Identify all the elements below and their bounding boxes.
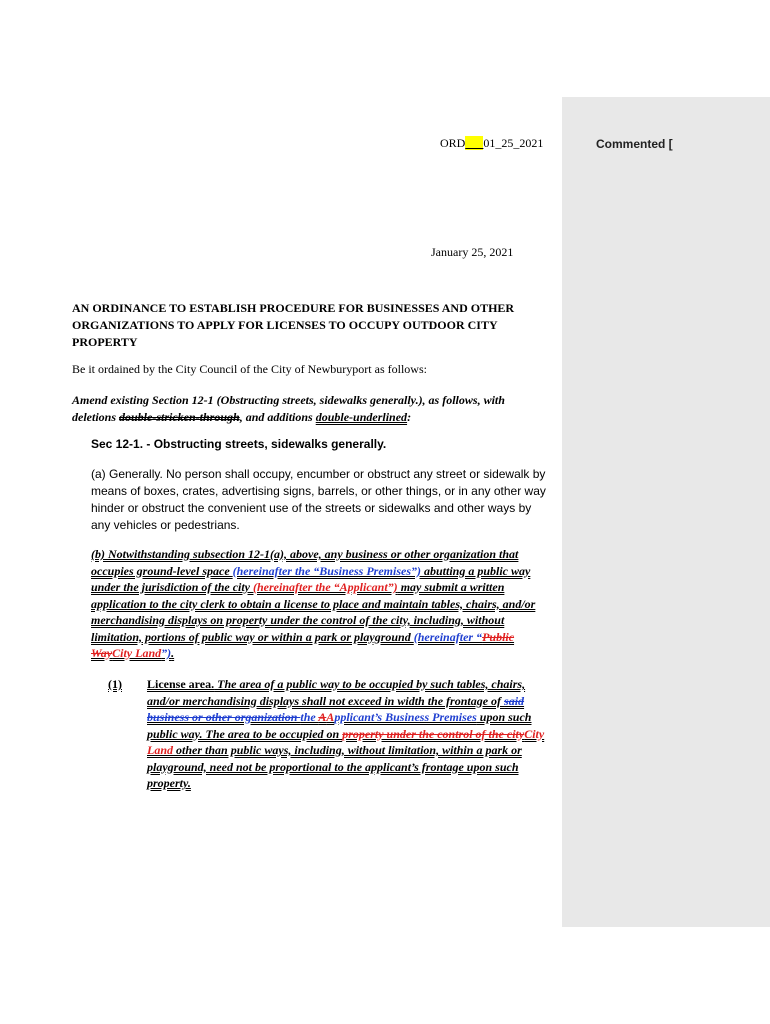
item-heading: License area.: [147, 677, 215, 691]
strike-example: double-stricken-through: [119, 410, 240, 424]
applicant-insertion: (hereinafter the “Applicant”): [253, 580, 398, 594]
comment-pane[interactable]: [562, 97, 770, 927]
item-number: (1): [108, 677, 122, 691]
item-body: License area. The area of a public way to be occupied by such tables, chairs, and/or merchandising displays shall not exceed in width the frontage of said business or other organization the AApplicant’s Business Premises upon such public way. The area to be occupied on property under the control of the cityCity Land other than public ways, including, without limitation, within a park or playground, need not be proportional to the applicant’s frontage upon such property.: [147, 677, 545, 790]
ordinance-number: ORD___01_25_2021: [440, 136, 544, 150]
public-way-deletion: Public Way: [91, 629, 515, 660]
ordinance-title: AN ORDINANCE TO ESTABLISH PROCEDURE FOR BUSINESSES AND OTHER ORGANIZATIONS TO APPLY FOR LICENSES TO OCCUPY OUTDOOR CITY PROPERTY: [72, 301, 515, 349]
city-land-insertion-2: City Land: [147, 726, 545, 757]
property-control-deletion: property under the control of the city: [342, 726, 525, 741]
business-premises-insertion: (hereinafter the “Business Premises”): [232, 563, 421, 578]
city-land-insertion: City Land: [112, 646, 162, 660]
ordinance-number-blank: ___: [465, 136, 484, 150]
document-date: January 25, 2021: [431, 245, 514, 259]
amend-instruction: Amend existing Section 12-1 (Obstructing streets, sidewalks generally.), as follows, with deletions double-stricken-through, and additions double-underlined:: [72, 393, 505, 424]
said-business-deletion: said business or other organization: [147, 693, 525, 724]
paragraph-a: (a) Generally. No person shall occupy, encumber or obstruct any street or sidewalk by means of boxes, crates, advertising signs, barrels, or other things, or in any other way hinder or obstruct the convenient use of the streets or sidewalks and other ways by any vehicles or pedestrians.: [91, 467, 546, 532]
comment-header: Commented [: [596, 137, 673, 151]
section-heading: Sec 12-1. - Obstructing streets, sidewalks generally.: [91, 437, 387, 451]
paragraph-b: (b) Notwithstanding subsection 12-1(a), above, any business or other organization that occupies ground-level space (hereinafter the “Business Premises”) abutting a public way under the jurisdiction of the city (hereinafter the “Applicant”) may submit a written application to the city clerk to obtain a license to place and maintain tables, chairs, and/or merchandising displays on property under the control of the city, including, without limitation, portions of public way or within a park or playground (hereinafter “Public WayCity Land”).: [91, 547, 536, 660]
underline-example: double-underlined: [315, 410, 408, 424]
ordain-clause: Be it ordained by the City Council of the City of Newburyport as follows:: [72, 362, 427, 376]
